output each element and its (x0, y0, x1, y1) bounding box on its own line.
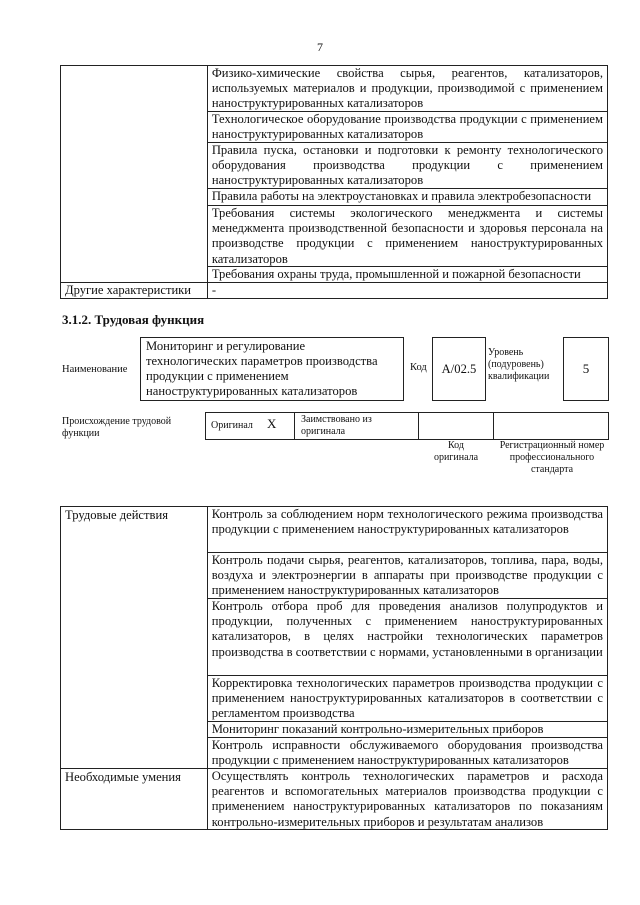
code-value: А/02.5 (441, 362, 477, 376)
labor-actions-label-cell: Трудовые действия (61, 507, 208, 769)
table-row (207, 507, 607, 553)
other-characteristics-value: - (207, 283, 607, 299)
divider (294, 412, 295, 439)
cell-text: Технологическое оборудование производства продукции с применением наноструктурированных катализаторов (211, 112, 603, 142)
divider (418, 412, 419, 439)
reg-number-caption: Регистрационный номер профессионального стандарта (499, 440, 605, 475)
code-box (432, 337, 486, 401)
cell-text: Контроль подачи сырья, реагентов, катализаторов, топлива, пара, воды, воздуха и электроэнергии в аппараты при производстве продукции с применением наноструктурированных катализаторов (211, 553, 603, 598)
function-name: Мониторинг и регулирование технологических параметров производства продукции с применением наноструктурированных катализаторов (146, 339, 378, 398)
labor-actions-table (60, 506, 608, 830)
code-label: Код (410, 362, 427, 373)
cell-text: Требования охраны труда, промышленной и пожарной безопасности (211, 267, 581, 281)
table-row (207, 267, 607, 283)
table-row (207, 676, 607, 722)
table-row (207, 769, 607, 830)
original-mark: X (267, 416, 277, 431)
table-row (207, 143, 607, 189)
other-characteristics-label: Другие характеристики (61, 283, 208, 299)
cell-text: Контроль отбора проб для проведения анализов полупродуктов и продукции, полученных с применением наноструктурированных катализаторов, в целях настройки технологических параметров производства в соответствии с нормами, установленными в организации (211, 599, 603, 659)
cell-text: Физико-химические свойства сырья, реагентов, катализаторов, используемых материалов и продукции, производимой с применением наноструктурированных катализаторов (211, 66, 603, 111)
knowledge-table (60, 65, 608, 299)
level-value: 5 (582, 361, 590, 376)
code-original-caption: Код оригинала (433, 440, 479, 463)
name-label: Наименование (62, 364, 128, 375)
cell-text: Правила работы на электроустановках и правила электробезопасности (211, 189, 592, 203)
table-row (207, 599, 607, 676)
knowledge-label-cell (61, 66, 208, 283)
cell-text: Мониторинг показаний контрольно-измерительных приборов (211, 722, 544, 736)
cell-text: Правила пуска, остановки и подготовки к ремонту технологического оборудования производства продукции с применением наноструктурированных катализаторов (211, 143, 603, 188)
skills-label-cell: Необходимые умения (61, 769, 208, 830)
section-heading: 3.1.2. Трудовая функция (62, 312, 205, 327)
table-row (207, 722, 607, 738)
cell-text: Контроль за соблюдением норм технологического режима производства продукции с применением наноструктурированных катализаторов (211, 507, 603, 537)
origin-label: Происхождение трудовой функции (62, 416, 172, 439)
table-row (207, 553, 607, 599)
divider (493, 412, 494, 439)
table-row (207, 206, 607, 267)
cell-text: Корректировка технологических параметров производства продукции с применением наноструктурированных катализаторов в соответствии с регламентом производства (211, 676, 603, 721)
cell-text: Осуществлять контроль технологических параметров и расхода реагентов и вспомогательных материалов производства продукции с применением наноструктурированных катализаторов по показаниям контрольно-измерительных приборов и результатам анализов (211, 769, 603, 829)
table-row (207, 189, 607, 206)
page-number: 7 (317, 40, 323, 54)
borrowed-label: Заимствовано из оригинала (301, 414, 372, 437)
level-label: Уровень (подуровень) квалификации (488, 347, 550, 382)
cell-text: Контроль исправности обслуживаемого оборудования производства продукции с применением наноструктурированных катализаторов (211, 738, 603, 768)
cell-text: Требования системы экологического менеджмента и системы менеджмента производственной безопасности и здоровья персонала на производстве продукции с применением наноструктурированных катализаторов (211, 206, 603, 266)
original-label: Оригинал (211, 420, 253, 431)
table-row (207, 112, 607, 143)
function-name-box (140, 337, 404, 401)
level-box (563, 337, 609, 401)
table-row (207, 738, 607, 769)
table-row (207, 66, 607, 112)
